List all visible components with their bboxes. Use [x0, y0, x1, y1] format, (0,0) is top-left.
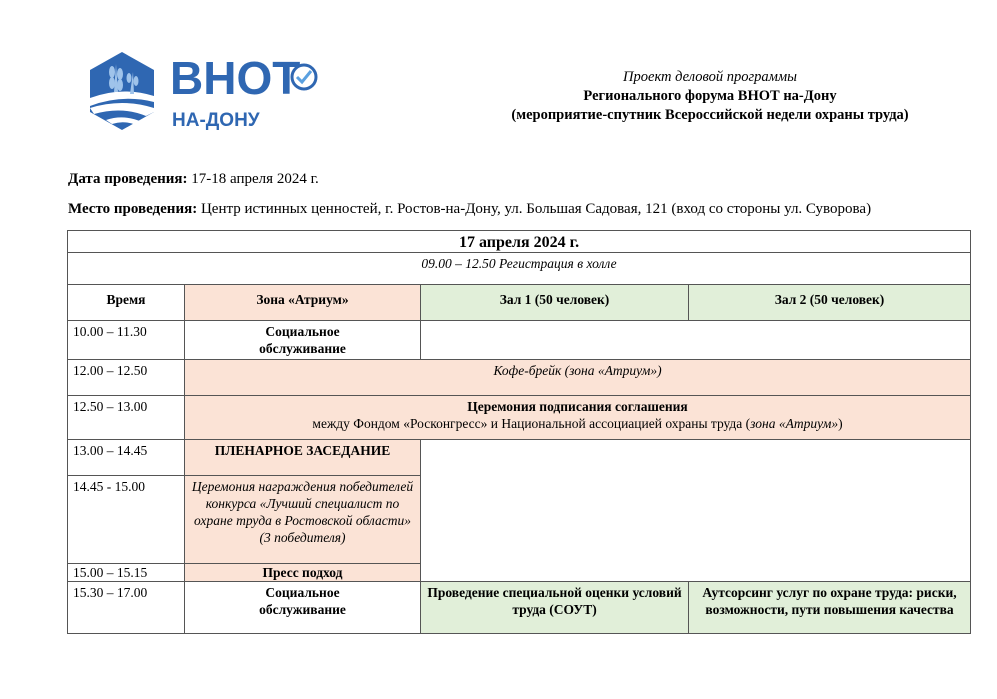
vnot-logo-graphic — [86, 50, 356, 134]
signing-ceremony-zone: зона «Атриум» — [750, 416, 839, 431]
row-atrium-session: Социальное обслуживание — [185, 321, 421, 360]
row-time: 15.30 – 17.00 — [68, 582, 185, 634]
schedule-table — [67, 230, 971, 634]
schedule-table-wrapper — [67, 230, 970, 634]
row-atrium-session: Социальное обслуживание — [185, 582, 421, 634]
event-date-label: Дата проведения: — [68, 171, 188, 187]
award-ceremony-text: Церемония награждения победителей конкурса «Лучший специалист по охране труда в Ростовской области» — [191, 479, 414, 528]
award-ceremony — [185, 476, 421, 564]
row-time: 12.50 – 13.00 — [68, 396, 185, 440]
day-title: 17 апреля 2024 г. — [68, 231, 971, 253]
project-subtitle: Проект деловой программы — [623, 69, 797, 85]
row-empty-cell — [421, 440, 971, 582]
event-place-label: Место проведения: — [68, 201, 198, 217]
event-place-value: Центр истинных ценностей, г. Ростов-на-Дону, ул. Большая Садовая, 121 (вход со стороны ул. Суворова) — [197, 201, 872, 217]
project-title-block — [470, 68, 950, 125]
vnot-logo — [86, 50, 356, 134]
event-date-value: 17-18 апреля 2024 г. — [187, 171, 319, 187]
col-atrium-header: Зона «Атриум» — [185, 285, 421, 321]
table-row — [68, 440, 971, 476]
table-row — [68, 396, 971, 440]
table-row — [68, 360, 971, 396]
column-header-row — [68, 285, 971, 321]
row-time: 10.00 – 11.30 — [68, 321, 185, 360]
col-time-header: Время — [68, 285, 185, 321]
row-time: 14.45 - 15.00 — [68, 476, 185, 564]
forum-title: Регионального форума ВНОТ на-Дону — [583, 88, 837, 104]
table-row — [68, 582, 971, 634]
signing-ceremony-desc: между Фондом «Росконгресс» и Национальной ассоциацией охраны труда (зона «Атриум») — [312, 416, 843, 431]
col-hall2-header: Зал 2 (50 человек) — [689, 285, 971, 321]
row-time: 15.00 – 15.15 — [68, 564, 185, 582]
event-place — [68, 201, 871, 218]
hall2-session: Аутсорсинг услуг по охране труда: риски, возможности, пути повышения качества — [689, 582, 971, 634]
row-time: 12.00 – 12.50 — [68, 360, 185, 396]
signing-ceremony-title: Церемония подписания соглашения — [467, 399, 688, 414]
coffee-break: Кофе-брейк (зона «Атриум») — [185, 360, 971, 396]
registration-row — [68, 253, 971, 285]
table-row — [68, 321, 971, 360]
row-empty-cell — [421, 321, 971, 360]
event-date — [68, 171, 319, 188]
signing-ceremony — [185, 396, 971, 440]
press-approach: Пресс подход — [185, 564, 421, 582]
col-hall1-header: Зал 1 (50 человек) — [421, 285, 689, 321]
forum-note: (мероприятие-спутник Всероссийской недели охраны труда) — [511, 107, 909, 123]
plenary-session: ПЛЕНАРНОЕ ЗАСЕДАНИЕ — [185, 440, 421, 476]
award-ceremony-note: (3 победителя) — [259, 530, 346, 545]
logo-text-main: ВНОТ — [170, 52, 301, 104]
row-time: 13.00 – 14.45 — [68, 440, 185, 476]
day-title-row — [68, 231, 971, 253]
registration-info: 09.00 – 12.50 Регистрация в холле — [68, 253, 971, 285]
hall1-session: Проведение специальной оценки условий труда (СОУТ) — [421, 582, 689, 634]
logo-text-sub: НА-ДОНУ — [172, 110, 260, 131]
